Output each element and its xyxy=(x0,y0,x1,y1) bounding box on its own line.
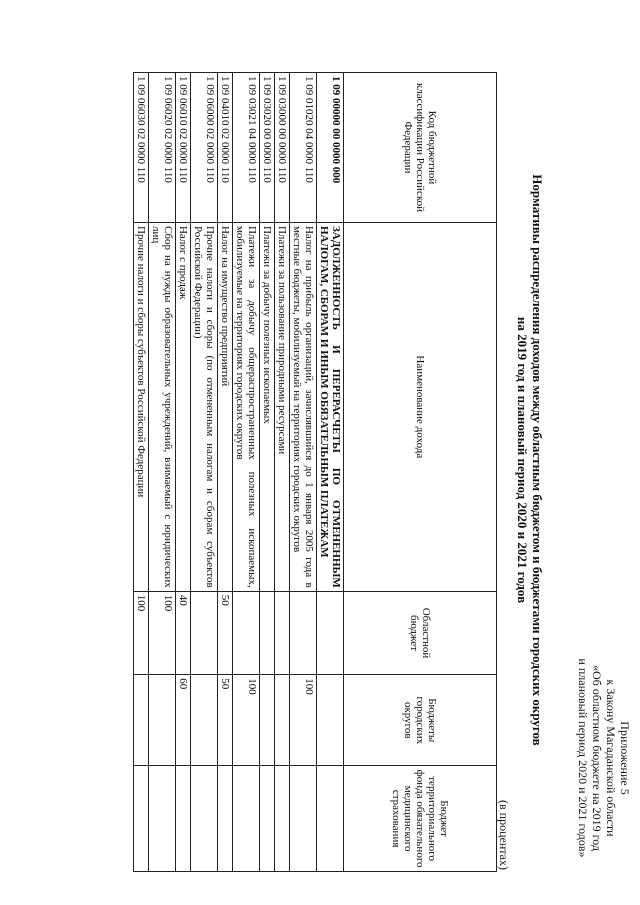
norms-table xyxy=(133,72,497,872)
row-regional xyxy=(191,591,218,675)
row-name: Платежи за добычу полезных ископаемых xyxy=(260,222,275,591)
row-regional xyxy=(233,591,260,675)
row-name: Налог с продаж xyxy=(176,222,191,591)
table-row xyxy=(191,73,218,872)
table-header-row xyxy=(344,73,497,872)
row-fund xyxy=(191,766,218,872)
row-name: Сбор на нужды образовательных учреждений, взимаемый с юридических лиц xyxy=(149,222,176,591)
table-body xyxy=(134,73,344,872)
unit-label: (в процентах) xyxy=(497,800,511,870)
table-row xyxy=(134,73,149,872)
row-city: 50 xyxy=(218,675,233,766)
table-row xyxy=(218,73,233,872)
row-code: 1 09 03020 00 0000 110 xyxy=(260,73,275,223)
table-row xyxy=(260,73,275,872)
table-row xyxy=(176,73,191,872)
row-regional xyxy=(290,591,317,675)
row-city xyxy=(317,675,344,766)
row-regional: 40 xyxy=(176,591,191,675)
row-fund xyxy=(275,766,290,872)
table-row xyxy=(317,73,344,872)
row-city xyxy=(275,675,290,766)
row-fund xyxy=(134,766,149,872)
row-city: 60 xyxy=(176,675,191,766)
appendix-line-1: Приложение 5 xyxy=(618,721,632,795)
row-code: 1 09 03000 00 0000 110 xyxy=(275,73,290,223)
row-fund xyxy=(317,766,344,872)
table-row xyxy=(149,73,176,872)
row-city xyxy=(191,675,218,766)
row-fund xyxy=(218,766,233,872)
table-row xyxy=(233,73,260,872)
row-code: 1 09 06030 02 0000 110 xyxy=(134,73,149,223)
row-regional: 50 xyxy=(218,591,233,675)
appendix-line-4: и плановый период 2020 и 2021 годов» xyxy=(576,658,590,858)
row-name: Прочие налоги и сборы субъектов Российской Федерации xyxy=(134,222,149,591)
row-name: ЗАДОЛЖЕННОСТЬ И ПЕРЕРАСЧЕТЫ ПО ОТМЕНЕННЫМ НАЛОГАМ, СБОРАМ И ИНЫМ ОБЯЗАТЕЛЬНЫМ ПЛАТЕЖАМ xyxy=(317,222,344,591)
header-city: Бюджеты городских округов xyxy=(344,675,497,766)
row-name: Налог на прибыль организаций, зачислявшийся до 1 января 2005 года в местные бюджеты, мобилизуемый на территориях городских округов xyxy=(290,222,317,591)
row-regional xyxy=(260,591,275,675)
appendix-block xyxy=(576,628,632,888)
row-name: Налог на имущество предприятий xyxy=(218,222,233,591)
row-city xyxy=(134,675,149,766)
row-fund xyxy=(233,766,260,872)
header-code: Код бюджетной классификации Российской Федерации xyxy=(344,73,497,223)
row-code: 1 09 06010 02 0000 110 xyxy=(176,73,191,223)
row-code: 1 09 06000 02 0000 110 xyxy=(191,73,218,223)
row-code: 1 09 03021 04 0000 110 xyxy=(233,73,260,223)
title-line-1: Нормативы распределения доходов между областным бюджетом и бюджетами городских округов xyxy=(530,174,545,746)
document-title xyxy=(515,80,545,840)
header-regional: Областной бюджет xyxy=(344,591,497,675)
row-city xyxy=(149,675,176,766)
title-line-2: на 2019 год и плановый период 2020 и 2021 годов xyxy=(515,316,530,604)
row-city: 100 xyxy=(233,675,260,766)
row-name: Прочие налоги и сборы (по отмененным налогам и сборам субъектов Российской Федерации) xyxy=(191,222,218,591)
row-code: 1 09 04010 02 0000 110 xyxy=(218,73,233,223)
row-name: Платежи за добычу общераспространенных полезных ископаемых, мобилизуемые на территориях городских округов xyxy=(233,222,260,591)
header-fund: Бюджет территориального фонда обязательного медицинского страхования xyxy=(344,766,497,872)
row-regional xyxy=(275,591,290,675)
header-name: Наименование дохода xyxy=(344,222,497,591)
row-fund xyxy=(260,766,275,872)
appendix-line-2: к Закону Магаданской области xyxy=(604,679,618,837)
row-regional: 100 xyxy=(134,591,149,675)
row-city xyxy=(260,675,275,766)
row-fund xyxy=(176,766,191,872)
table-row xyxy=(275,73,290,872)
row-code: 1 09 00000 00 0000 000 xyxy=(317,73,344,223)
table-row xyxy=(290,73,317,872)
row-code: 1 09 06020 02 0000 110 xyxy=(149,73,176,223)
appendix-line-3: «Об областном бюджете на 2019 год xyxy=(590,665,604,851)
row-regional: 100 xyxy=(149,591,176,675)
row-fund xyxy=(290,766,317,872)
row-code: 1 09 01020 04 0000 110 xyxy=(290,73,317,223)
row-city: 100 xyxy=(290,675,317,766)
row-name: Платежи за пользование природными ресурсами xyxy=(275,222,290,591)
row-fund xyxy=(149,766,176,872)
row-regional xyxy=(317,591,344,675)
